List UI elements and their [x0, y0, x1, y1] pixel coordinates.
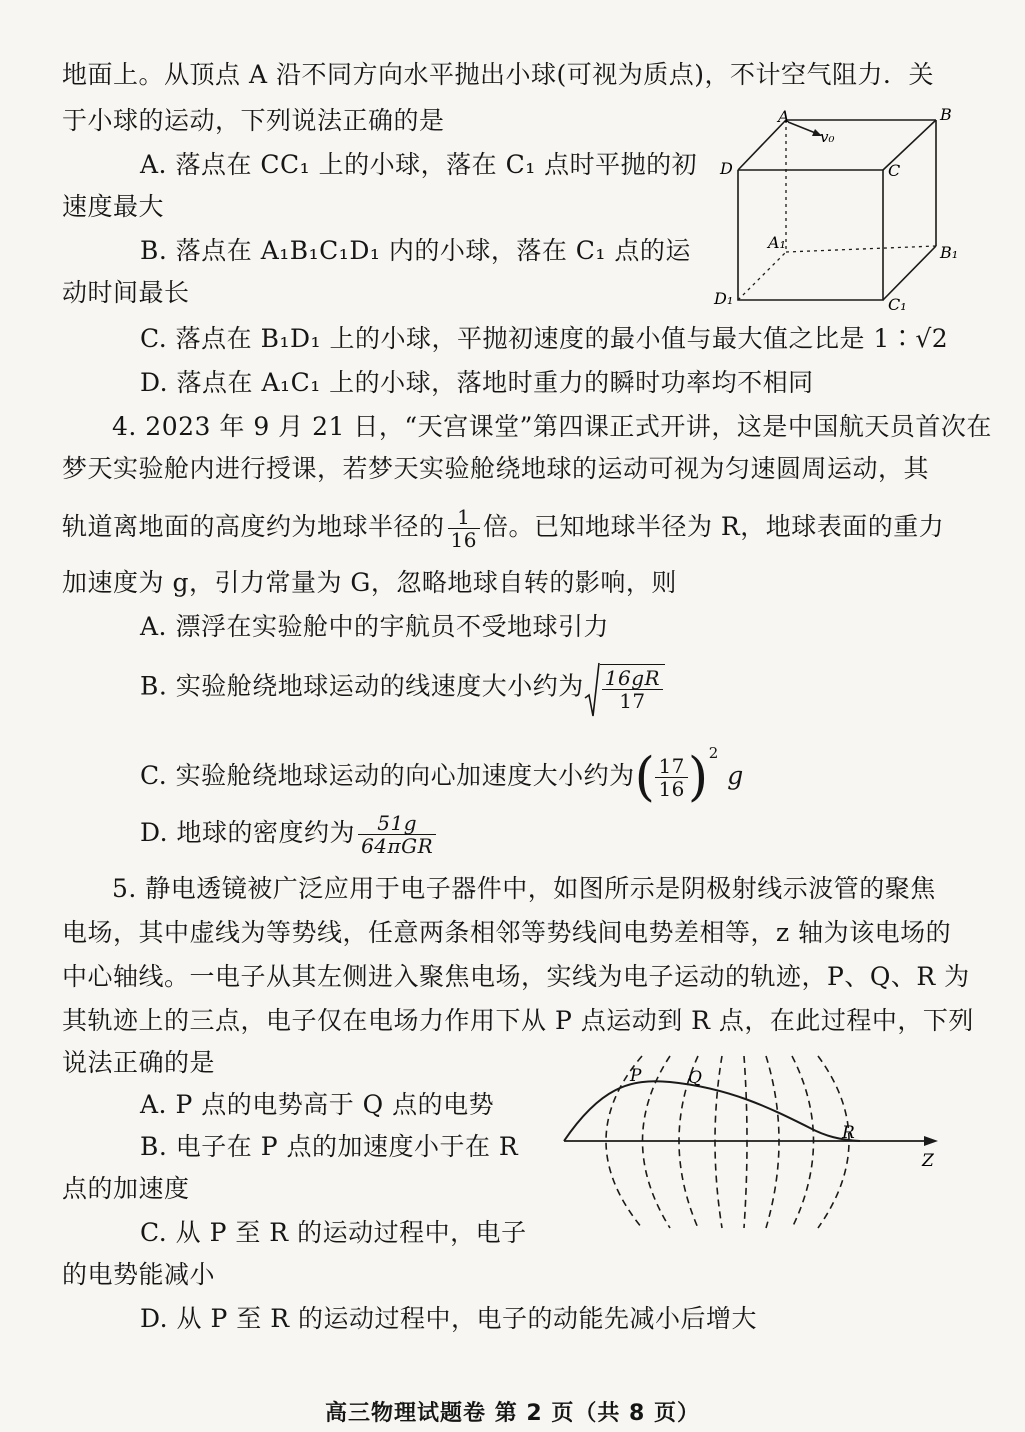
electrostatic-lens-figure: [560, 1048, 950, 1238]
q4-option-b: B. 实验舱绕地球运动的线速度大小约为 $\frac{16gR}{17}$: [140, 664, 665, 712]
electron-trajectory: [564, 1081, 860, 1141]
cube-hidden-a1b1: [786, 246, 936, 252]
label-D1: D₁: [714, 289, 734, 308]
z-axis-arrow-icon: [924, 1136, 938, 1146]
q5-option-b-line1: B. 电子在 P 点的加速度小于在 R: [140, 1132, 519, 1161]
radical-sign-icon: [584, 662, 600, 718]
q3-stem-line2: 于小球的运动，下列说法正确的是: [62, 106, 445, 135]
q3-option-b-line2: 动时间最长: [62, 278, 190, 307]
q5-line2: 电场，其中虚线为等势线，任意两条相邻等势线间电势差相等，z 轴为该电场的: [62, 918, 952, 947]
q3-option-a-line2: 速度最大: [62, 192, 165, 221]
label-P: P: [630, 1066, 642, 1086]
label-C: C: [888, 161, 901, 180]
q4-option-c: C. 实验舱绕地球运动的向心加速度大小约为( $\frac{17}{16}$ )$^2$ g: [140, 744, 744, 808]
q3-option-a-line1: A. 落点在 CC₁ 上的小球，落在 C₁ 点时平抛的初: [140, 150, 698, 179]
q3-stem-line1: 地面上。从顶点 A 沿不同方向水平抛出小球(可视为质点)，不计空气阻力．关: [62, 60, 934, 89]
label-D: D: [720, 159, 733, 178]
q4-option-a: A. 漂浮在实验舱中的宇航员不受地球引力: [140, 612, 609, 641]
q3-option-c: C. 落点在 B₁D₁ 上的小球，平抛初速度的最小值与最大值之比是 1∶√2: [140, 324, 949, 353]
q5-option-c-line1: C. 从 P 至 R 的运动过程中，电子: [140, 1218, 527, 1247]
label-A: A: [778, 107, 790, 126]
q4-line2: 梦天实验舱内进行授课，若梦天实验舱绕地球的运动可视为匀速圆周运动，其: [62, 454, 930, 483]
sqrt-expression: $\frac{16gR}{17}$: [584, 664, 665, 712]
q4-line4: 加速度为 g，引力常量为 G，忽略地球自转的影响，则: [62, 568, 677, 597]
q3-option-d: D. 落点在 A₁C₁ 上的小球，落地时重力的瞬时功率均不相同: [140, 368, 814, 397]
label-v0: v₀: [820, 128, 835, 146]
q5-line1: 5. 静电透镜被广泛应用于电子器件中，如图所示是阴极射线示波管的聚焦: [112, 874, 936, 903]
cube-figure: [700, 100, 970, 315]
q5-line3: 中心轴线。一电子从其左侧进入聚焦电场，实线为电子运动的轨迹，P、Q、R 为: [62, 962, 970, 991]
cube-front-face: [738, 170, 883, 300]
q5-option-a: A. P 点的电势高于 Q 点的电势: [140, 1090, 495, 1119]
label-A1: A₁: [768, 233, 786, 252]
page-footer: 高三物理试题卷 第 2 页（共 8 页）: [325, 1401, 700, 1426]
q4-line1: 4. 2023 年 9 月 21 日，“天宫课堂”第四课正式开讲，这是中国航天员首次在: [112, 412, 992, 441]
cube-hidden-d1a1: [738, 252, 786, 300]
label-R: R: [842, 1123, 855, 1143]
q3-option-b-line1: B. 落点在 A₁B₁C₁D₁ 内的小球，落在 C₁ 点的运: [140, 236, 691, 265]
q5-option-d: D. 从 P 至 R 的运动过程中，电子的动能先减小后增大: [140, 1304, 757, 1333]
q4-option-d: D. 地球的密度约为 $\frac{51g}{\text{64πGR}}$: [140, 812, 439, 857]
q5-option-c-line2: 的电势能减小: [62, 1260, 216, 1289]
cube-edge-da: [738, 120, 786, 170]
q5-line5: 说法正确的是: [62, 1048, 216, 1077]
label-B1: B₁: [940, 243, 959, 262]
q4-line3: 轨道离地面的高度约为地球半径的 $\frac{1}{16}$ 倍。已知地球半径为 R，地球表面的重力: [62, 505, 945, 552]
cube-edge-c1b1: [883, 246, 936, 300]
q5-line4: 其轨迹上的三点，电子仅在电场力作用下从 P 点运动到 R 点，在此过程中，下列: [62, 1006, 974, 1035]
v0-arrow-icon: [788, 122, 818, 134]
label-z: Z: [922, 1151, 934, 1171]
label-C1: C₁: [888, 295, 907, 314]
label-B: B: [940, 105, 952, 124]
q5-option-b-line2: 点的加速度: [62, 1174, 190, 1203]
label-Q: Q: [688, 1068, 702, 1088]
frac-1-16: $\frac{1}{16}$: [448, 506, 480, 551]
